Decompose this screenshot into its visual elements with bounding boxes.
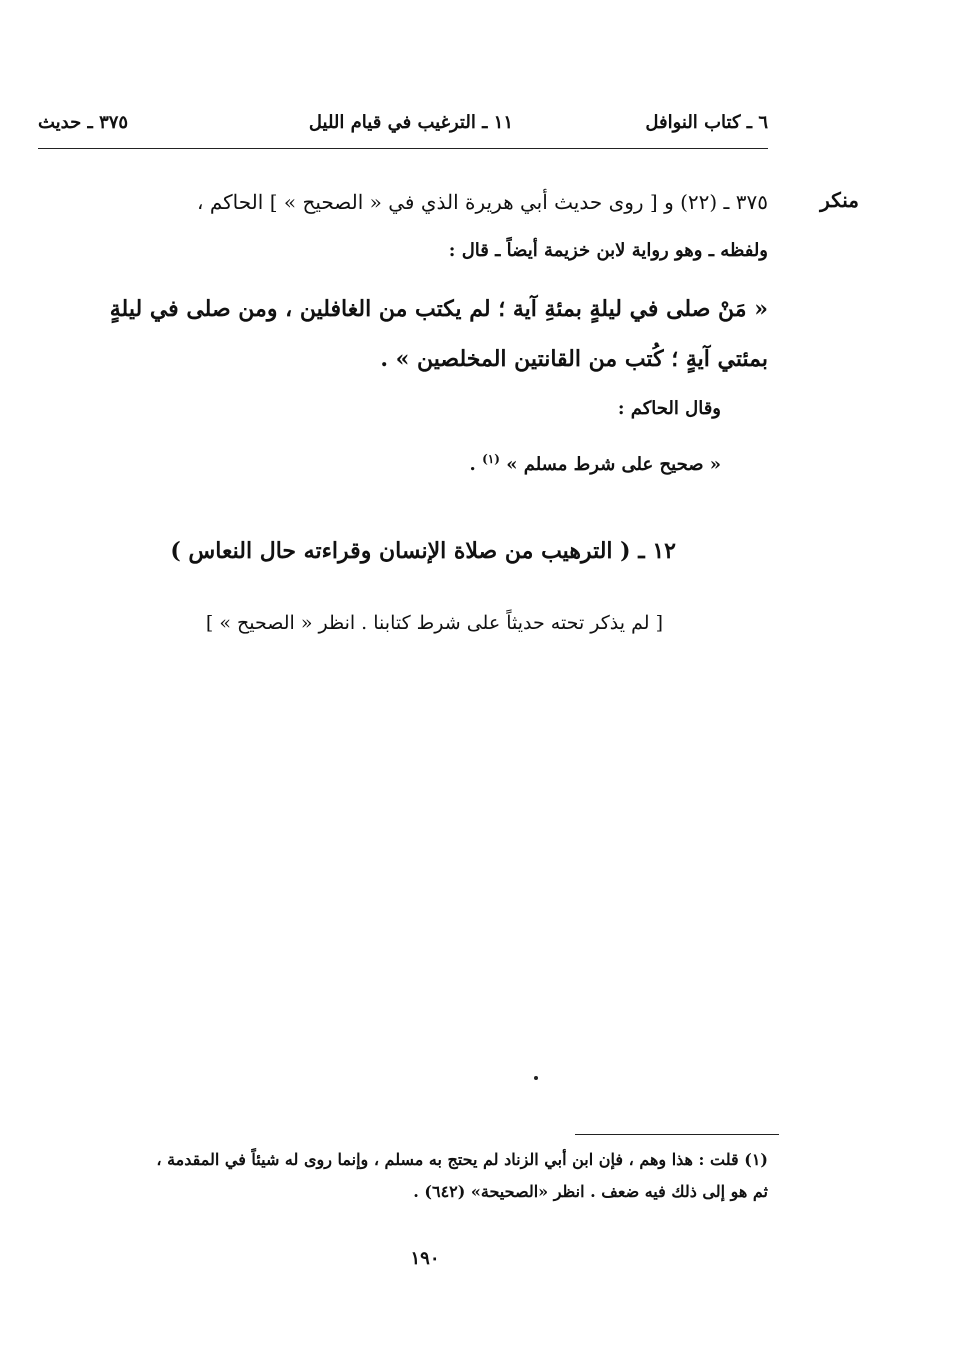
footnote-line-2: ثم هو إلى ذلك فيه ضعف . انظر «الصحيحة» (٦٤٢) . (413, 1182, 768, 1201)
hadith-text-line-1: « مَنْ صلى في ليلةٍ بمئةِ آية ؛ لم يكتب من الغافلين ، ومن صلى في ليلةٍ (109, 296, 768, 322)
verdict-end-punctuation: . (469, 454, 476, 475)
footnote-reference: (١) (482, 452, 500, 466)
running-header (38, 104, 768, 144)
hakim-verdict-line (0, 452, 721, 475)
stray-mark (534, 1076, 538, 1080)
hadith-grade: منكر (820, 188, 859, 212)
section-title: ١٢ ـ ( الترهيب من صلاة الإنسان وقراءته حال النعاس ) (170, 538, 676, 564)
page-number: ١٩٠ (410, 1248, 440, 1269)
hakim-verdict: « صحيح على شرط مسلم » (506, 454, 721, 475)
header-section: ١١ ـ الترغيب في قيام الليل (308, 112, 513, 133)
header-chapter: ٦ ـ كتاب النوافل (645, 112, 768, 133)
hakim-said-line: وقال الحاكم : (617, 398, 721, 419)
header-hadith-number: ٣٧٥ ـ حديث (38, 112, 129, 133)
header-divider (38, 148, 768, 149)
hadith-wording-note: ولفظه ـ وهو رواية لابن خزيمة أيضاً ـ قال : (448, 240, 768, 261)
footnote-divider (575, 1134, 779, 1135)
hadith-intro-line: ٣٧٥ ـ (٢٢) و [ روى حديث أبي هريرة الذي في « الصحيح » ] الحاكم ، (197, 190, 768, 214)
section-note: [ لم يذكر تحته حديثاً على شرط كتابنا . انظر « الصحيح » ] (205, 612, 663, 634)
hadith-text-line-2: بمئتي آيةٍ ؛ كُتب من القانتين المخلصين » . (380, 346, 768, 372)
footnote-line-1: (١) قلت : هذا وهم ، فإن ابن أبي الزناد لم يحتج به مسلم ، وإنما روى له شيئاً في المقدمة ، (156, 1150, 768, 1169)
